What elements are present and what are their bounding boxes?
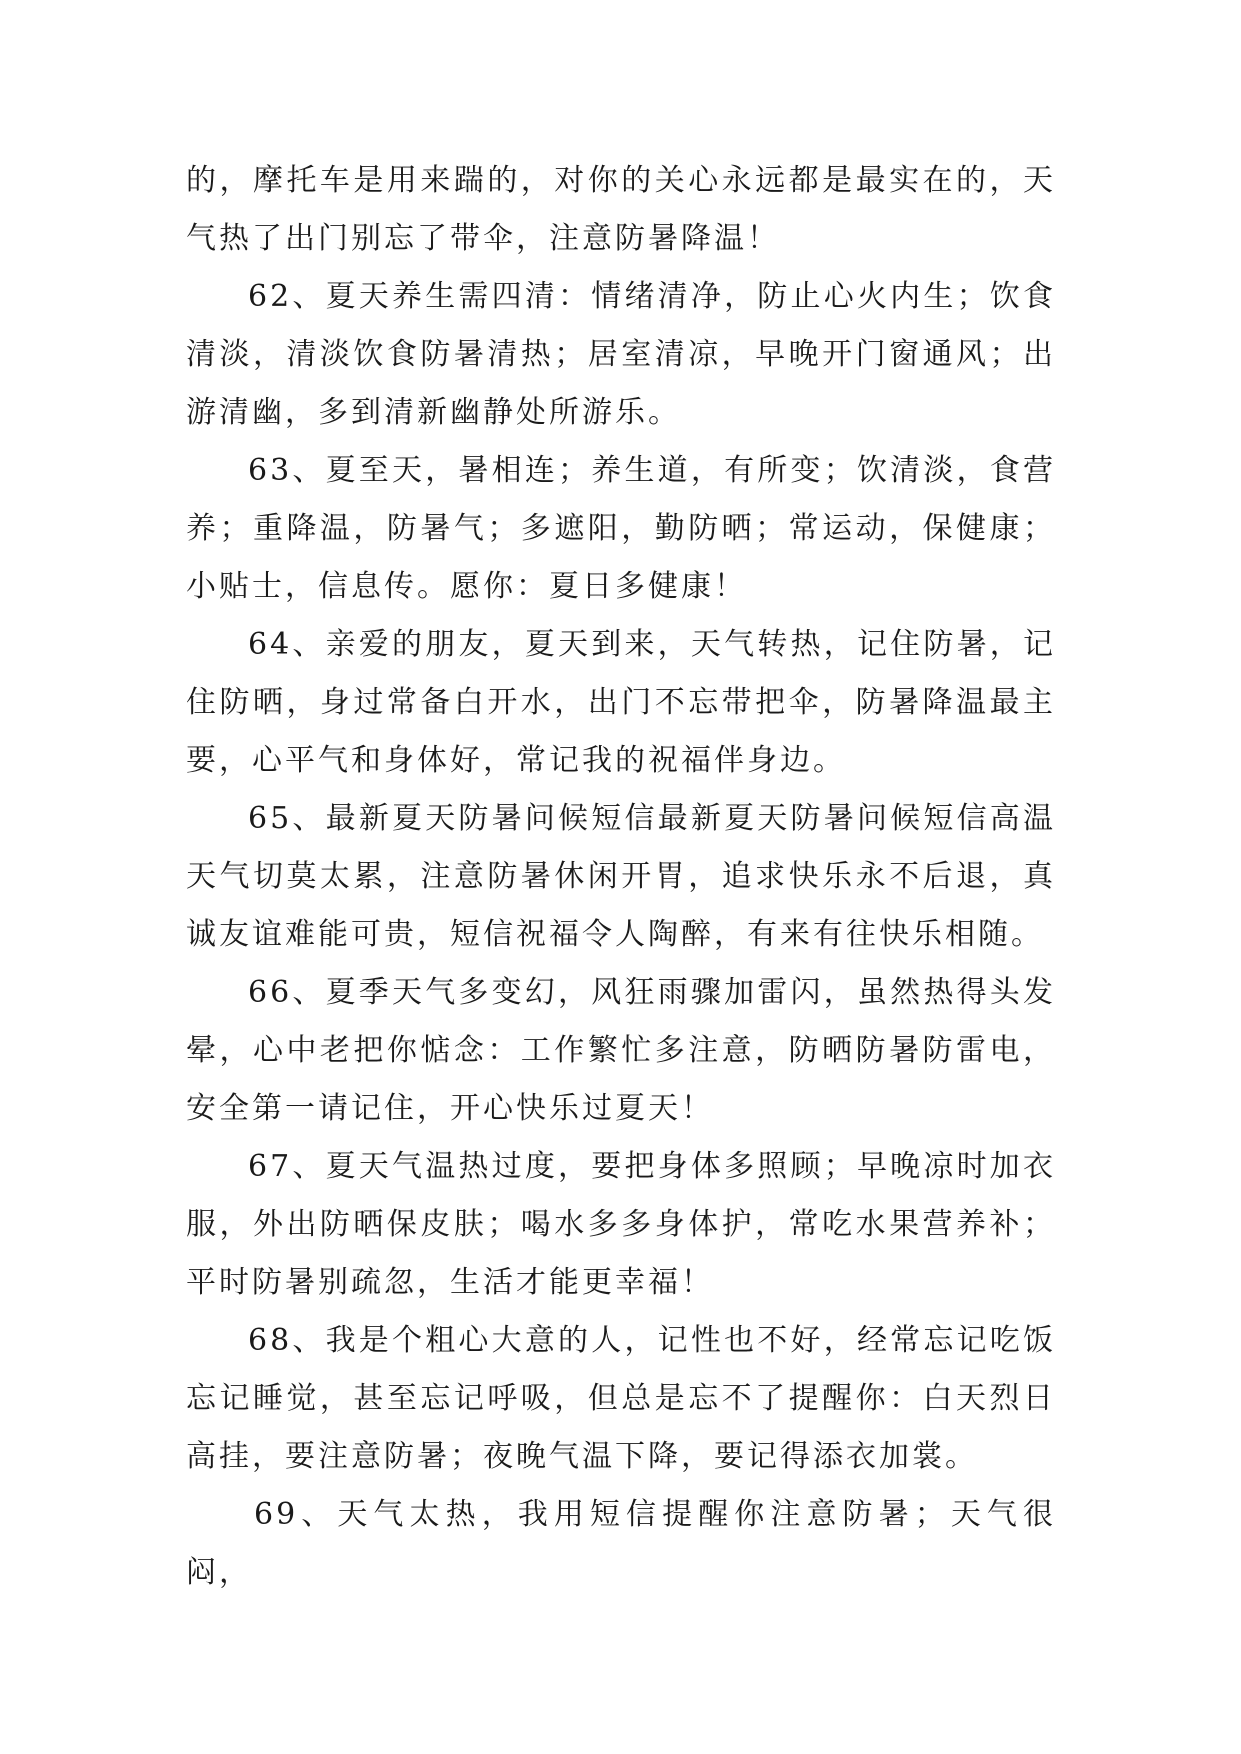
paragraph-62: 62、夏天养生需四清：情绪清净，防止心火内生；饮食清淡，清淡饮食防暑清热；居室清凉，早晚开门窗通风；出游清幽，多到清新幽静处所游乐。 <box>186 279 1056 430</box>
paragraph-64: 64、亲爱的朋友，夏天到来，天气转热，记住防暑，记住防晒，身过常备白开水，出门不忘带把伞，防暑降温最主要，心平气和身体好，常记我的祝福伴身边。 <box>186 627 1056 778</box>
paragraph-63: 63、夏至天，暑相连；养生道，有所变；饮清淡，食营养；重降温，防暑气；多遮阳，勤防晒；常运动，保健康；小贴士，信息传。愿你：夏日多健康！ <box>186 453 1056 604</box>
paragraph-66: 66、夏季天气多变幻，风狂雨骤加雷闪，虽然热得头发晕，心中老把你惦念：工作繁忙多注意，防晒防暑防雷电，安全第一请记住，开心快乐过夏天！ <box>186 975 1056 1126</box>
paragraph-69: 69、天气太热，我用短信提醒你注意防暑；天气很闷， <box>186 1497 1056 1590</box>
paragraph-68: 68、我是个粗心大意的人，记性也不好，经常忘记吃饭忘记睡觉，甚至忘记呼吸，但总是忘不了提醒你：白天烈日高挂，要注意防暑；夜晚气温下降，要记得添衣加裳。 <box>186 1323 1056 1474</box>
document-body <box>186 152 1056 1602</box>
paragraph-67: 67、夏天气温热过度，要把身体多照顾；早晚凉时加衣服，外出防晒保皮肤；喝水多多身体护，常吃水果营养补；平时防暑别疏忽，生活才能更幸福！ <box>186 1149 1056 1300</box>
paragraph-continuation: 的，摩托车是用来踹的，对你的关心永远都是最实在的，天气热了出门别忘了带伞，注意防暑降温！ <box>186 163 1056 256</box>
paragraph-65: 65、最新夏天防暑问候短信最新夏天防暑问候短信高温天气切莫太累，注意防暑休闲开胃，追求快乐永不后退，真诚友谊难能可贵，短信祝福令人陶醉，有来有往快乐相随。 <box>186 801 1056 952</box>
